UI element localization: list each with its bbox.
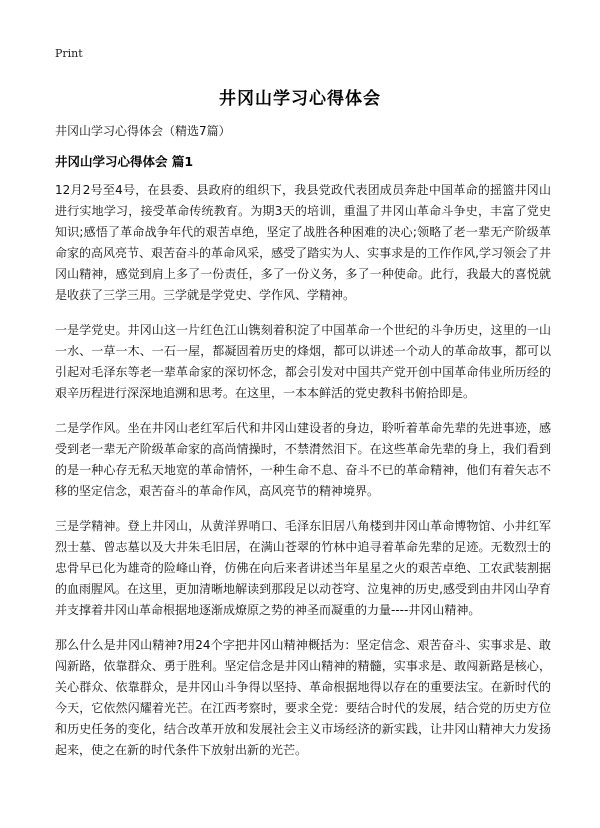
paragraph-work-style: 二是学作风。坐在井冈山老红军后代和井冈山建设者的身边，聆听着革命先辈的先进事迹，感受到老一辈无产阶级革命家的高尚情操时，不禁潸然泪下。在这些革命先辈的身上，我们看到的是一种心存无私天地宽的革命情怀，一种生命不息、奋斗不已的革命精神，他们有着矢志不移的坚定信念，艰苦奋斗的革命作风，高风亮节的精神境界。 bbox=[55, 421, 551, 498]
section-heading: 井冈山学习心得体会 篇1 bbox=[55, 154, 194, 169]
paragraph-jinggangshan-spirit: 那么什么是井冈山精神?用24个字把井冈山精神概括为：坚定信念、艰苦奋斗、实事求是、敢闯新路，依靠群众、勇于胜利。坚定信念是井冈山精神的精髓，实事求是、敢闯新路是核心，关心群众、依靠群众，是井冈山斗争得以坚持、革命根据地得以存在的重要法宝。在新时代的今天，它依然闪耀着光芒。在江西考察时，要求全党：要结合时代的发展，结合党的历史方位和历史任务的变化，结合改革开放和发展社会主义市场经济的新实践，让井冈山精神大力发扬起来，使之在新的时代条件下放射出新的光芒。 bbox=[55, 638, 551, 757]
paragraph-spirit: 三是学精神。登上井冈山，从黄洋界哨口、毛泽东旧居八角楼到井冈山革命博物馆、小井红军烈士墓、曾志墓以及大井朱毛旧居，在满山苍翠的竹林中追寻着革命先辈的足迹。无数烈士的忠骨早已化为雄奇的险峰山脊，仿佛在向后来者讲述当年星星之火的艰苦卓绝、工农武装割据的血雨腥风。在这里，更加清晰地解读到那段足以动苍穹、泣鬼神的历史,感受到由井冈山孕育并支撑着井冈山革命根据地逐渐成燎原之势的神圣而凝重的力量----井冈山精神。 bbox=[55, 519, 551, 617]
article-body bbox=[55, 180, 551, 775]
page-title: 井冈山学习心得体会 bbox=[219, 89, 381, 109]
print-link[interactable]: Print bbox=[55, 47, 83, 60]
document-subtitle: 井冈山学习心得体会（精选7篇） bbox=[55, 124, 231, 138]
paragraph-intro: 12月2号至4号，在县委、县政府的组织下，我县党政代表团成员奔赴中国革命的摇篮井冈山进行实地学习，接受革命传统教育。为期3天的培训，重温了井冈山革命斗争史，丰富了党史知识;感悟了革命战争年代的艰苦卓绝，坚定了战胜各种困难的决心;领略了老一辈无产阶级革命家的高风亮节、艰苦奋斗的革命风采，感受了踏实为人、实事求是的工作作风,学习领会了井冈山精神，感觉到肩上多了一份责任，多了一份义务，多了一种使命。此行，我最大的喜悦就是收获了三学三用。三学就是学党史、学作风、学精神。 bbox=[55, 183, 551, 302]
paragraph-party-history: 一是学党史。井冈山这一片红色江山镌刻着积淀了中国革命一个世纪的斗争历史，这里的一山一水、一草一木、一石一屋，都凝固着历史的烽烟，都可以讲述一个动人的革命故事，都可以引起对毛泽东等老一辈革命家的深切怀念，都会引发对中国共产党开创中国革命伟业所历经的艰辛历程进行深深地追溯和思考。在这里，一本本鲜活的党史教科书俯拾即是。 bbox=[55, 323, 551, 400]
